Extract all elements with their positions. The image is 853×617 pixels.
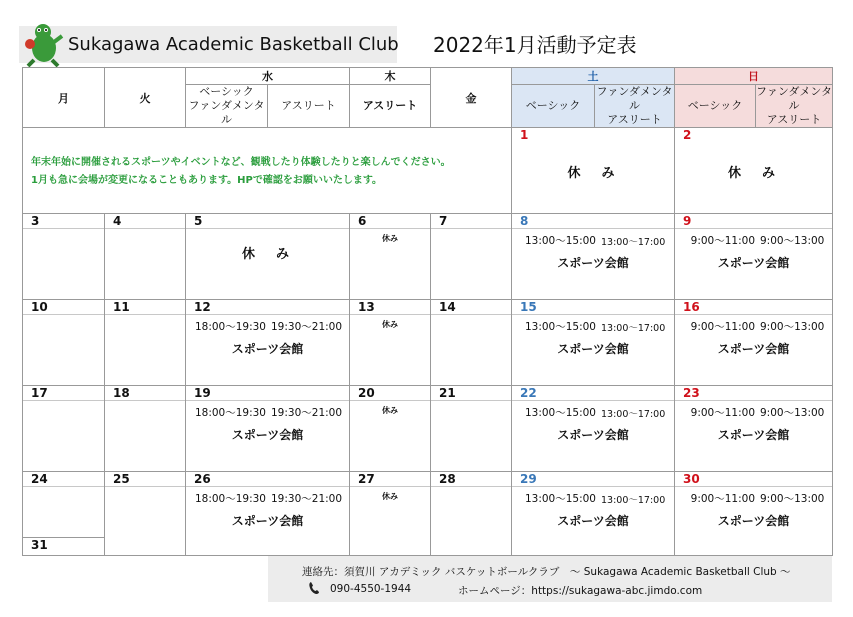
day-number: 31 [23, 538, 104, 552]
day-cell [512, 128, 675, 214]
notice-text [23, 128, 511, 190]
day-number: 4 [105, 214, 185, 229]
time-slots [512, 319, 674, 334]
time-slot-2: 9:00～13:00 [760, 407, 825, 419]
time-slot-2: 13:00～17:00 [601, 237, 666, 248]
time-slots [675, 319, 832, 334]
day-cell [186, 386, 350, 472]
time-slot-2: 9:00～13:00 [760, 321, 825, 333]
day-number: 21 [431, 386, 511, 401]
day-cell [350, 214, 431, 300]
day-number: 15 [512, 300, 674, 315]
time-slot-1: 13:00～15:00 [524, 493, 596, 505]
notice-line-2: 1月も急に会場が変更になることもあります。HPで確認をお願いいたします。 [31, 175, 383, 186]
time-slot-1: 9:00～11:00 [690, 407, 755, 419]
time-slot-1: 9:00～11:00 [690, 493, 755, 505]
time-slot-1: 13:00～15:00 [524, 407, 596, 419]
header-thu: 木 [350, 68, 431, 85]
day-cell [675, 386, 833, 472]
day-cell [512, 214, 675, 300]
day-cell [23, 300, 105, 386]
time-slot-1: 18:00～19:30 [194, 493, 266, 505]
time-slots [512, 405, 674, 420]
header-sun-fund: ファンダメンタル アスリート [756, 85, 832, 126]
time-slot-1: 13:00～15:00 [524, 321, 596, 333]
day-number: 27 [350, 472, 430, 487]
header-wed: 水 [186, 68, 350, 85]
day-number: 29 [512, 472, 674, 487]
day-number: 7 [431, 214, 511, 229]
header-sat-basic: ベーシック [512, 85, 595, 128]
time-slots [675, 491, 832, 506]
header-wed-athlete: アスリート [268, 85, 350, 128]
mascot-logo-icon [22, 22, 64, 68]
header-sat: 土 [512, 68, 675, 85]
day-cell [350, 472, 431, 556]
homepage-link[interactable]: ホームページ：https://sukagawa-abc.jimdo.com [458, 585, 703, 597]
time-slot-1: 9:00～11:00 [690, 235, 755, 247]
header-mon: 月 [23, 68, 105, 128]
time-slot-2: 13:00～17:00 [601, 323, 666, 334]
venue-label: スポーツ会館 [557, 514, 629, 528]
day-number: 16 [675, 300, 832, 315]
day-number: 6 [350, 214, 430, 229]
day-number: 5 [186, 214, 349, 229]
day-number: 24 [23, 472, 104, 487]
day-cell [675, 128, 833, 214]
rest-label-small: 休み [382, 234, 398, 243]
day-cell [23, 214, 105, 300]
rest-label: 休 み [727, 166, 779, 181]
day-number: 11 [105, 300, 185, 315]
day-number: 8 [512, 214, 674, 229]
time-slots [186, 405, 349, 420]
day-cell [105, 214, 186, 300]
day-cell [186, 214, 350, 300]
time-slot-2: 9:00～13:00 [760, 235, 825, 247]
time-slot-2: 19:30～21:00 [271, 493, 343, 505]
time-slots [512, 233, 674, 248]
time-slot-1: 18:00～19:30 [194, 407, 266, 419]
time-slot-2: 13:00～17:00 [601, 409, 666, 420]
day-cell [431, 472, 512, 556]
day-number: 1 [512, 128, 674, 142]
day-cell [350, 386, 431, 472]
day-cell [105, 472, 186, 556]
day-number: 13 [350, 300, 430, 315]
rest-label: 休 み [567, 166, 619, 181]
rest-label-small: 休み [382, 320, 398, 329]
day-cell [675, 300, 833, 386]
day-number: 14 [431, 300, 511, 315]
day-cell [23, 472, 105, 538]
day-cell [675, 472, 833, 556]
calendar-table [22, 67, 833, 556]
day-number: 30 [675, 472, 832, 487]
day-number: 17 [23, 386, 104, 401]
day-number: 20 [350, 386, 430, 401]
venue-label: スポーツ会館 [717, 428, 790, 442]
time-slot-2: 19:30～21:00 [271, 407, 343, 419]
notice-cell [23, 128, 512, 214]
day-number: 2 [675, 128, 832, 142]
day-number: 25 [105, 472, 185, 487]
venue-label: スポーツ会館 [231, 428, 304, 442]
header-sat-fund: ファンダメンタル アスリート [595, 85, 675, 128]
day-cell [105, 386, 186, 472]
rest-label: 休 み [241, 247, 293, 262]
venue-label: スポーツ会館 [231, 342, 304, 356]
header-sun-basic: ベーシック [675, 85, 756, 128]
day-number: 12 [186, 300, 349, 315]
day-number: 10 [23, 300, 104, 315]
venue-label: スポーツ会館 [557, 342, 629, 356]
time-slot-2: 13:00～17:00 [601, 495, 666, 506]
venue-label: スポーツ会館 [557, 256, 629, 270]
day-cell [431, 300, 512, 386]
header-thu-athlete: アスリート [350, 85, 431, 128]
day-cell [512, 472, 675, 556]
day-cell [431, 386, 512, 472]
day-cell [23, 538, 105, 556]
page-title: 2022年1月活動予定表 [433, 33, 637, 57]
day-cell [512, 300, 675, 386]
venue-label: スポーツ会館 [717, 256, 790, 270]
day-number: 9 [675, 214, 832, 229]
venue-label: スポーツ会館 [557, 428, 629, 442]
header-wed-basic: ベーシック ファンダメンタル [186, 85, 268, 128]
day-number: 23 [675, 386, 832, 401]
phone-number: 090-4550-1944 [330, 583, 412, 595]
day-cell [512, 386, 675, 472]
notice-line-1: 年末年始に開催されるスポーツやイベントなど、観戦したり体験したりと楽しんでください。 [31, 157, 451, 168]
day-number: 19 [186, 386, 349, 401]
day-cell [23, 386, 105, 472]
time-slot-2: 19:30～21:00 [271, 321, 343, 333]
club-name: Sukagawa Academic Basketball Club [68, 34, 399, 55]
contact-line: 連絡先：須賀川 アカデミック バスケットボールクラブ ～ Sukagawa Academic Basketball Club ～ [302, 566, 791, 578]
time-slots [186, 319, 349, 334]
phone-icon [308, 581, 320, 595]
footer-contact [268, 556, 832, 602]
day-number: 3 [23, 214, 104, 229]
rest-label-small: 休み [382, 406, 398, 415]
day-cell [431, 214, 512, 300]
day-cell [675, 214, 833, 300]
time-slot-1: 18:00～19:30 [194, 321, 266, 333]
header-fri: 金 [431, 68, 512, 128]
time-slots [675, 233, 832, 248]
venue-label: スポーツ会館 [231, 514, 304, 528]
day-number: 18 [105, 386, 185, 401]
day-number: 28 [431, 472, 511, 487]
time-slot-1: 9:00～11:00 [690, 321, 755, 333]
venue-label: スポーツ会館 [717, 342, 790, 356]
day-number: 26 [186, 472, 349, 487]
venue-label: スポーツ会館 [717, 514, 790, 528]
day-cell [350, 300, 431, 386]
time-slot-1: 13:00～15:00 [524, 235, 596, 247]
header-tue: 火 [105, 68, 186, 128]
time-slots [675, 405, 832, 420]
time-slots [512, 491, 674, 506]
header-sun: 日 [675, 68, 833, 85]
day-cell [186, 472, 350, 556]
day-cell [105, 300, 186, 386]
day-number: 22 [512, 386, 674, 401]
time-slot-2: 9:00～13:00 [760, 493, 825, 505]
time-slots [186, 491, 349, 506]
rest-label-small: 休み [382, 492, 398, 501]
day-cell [186, 300, 350, 386]
